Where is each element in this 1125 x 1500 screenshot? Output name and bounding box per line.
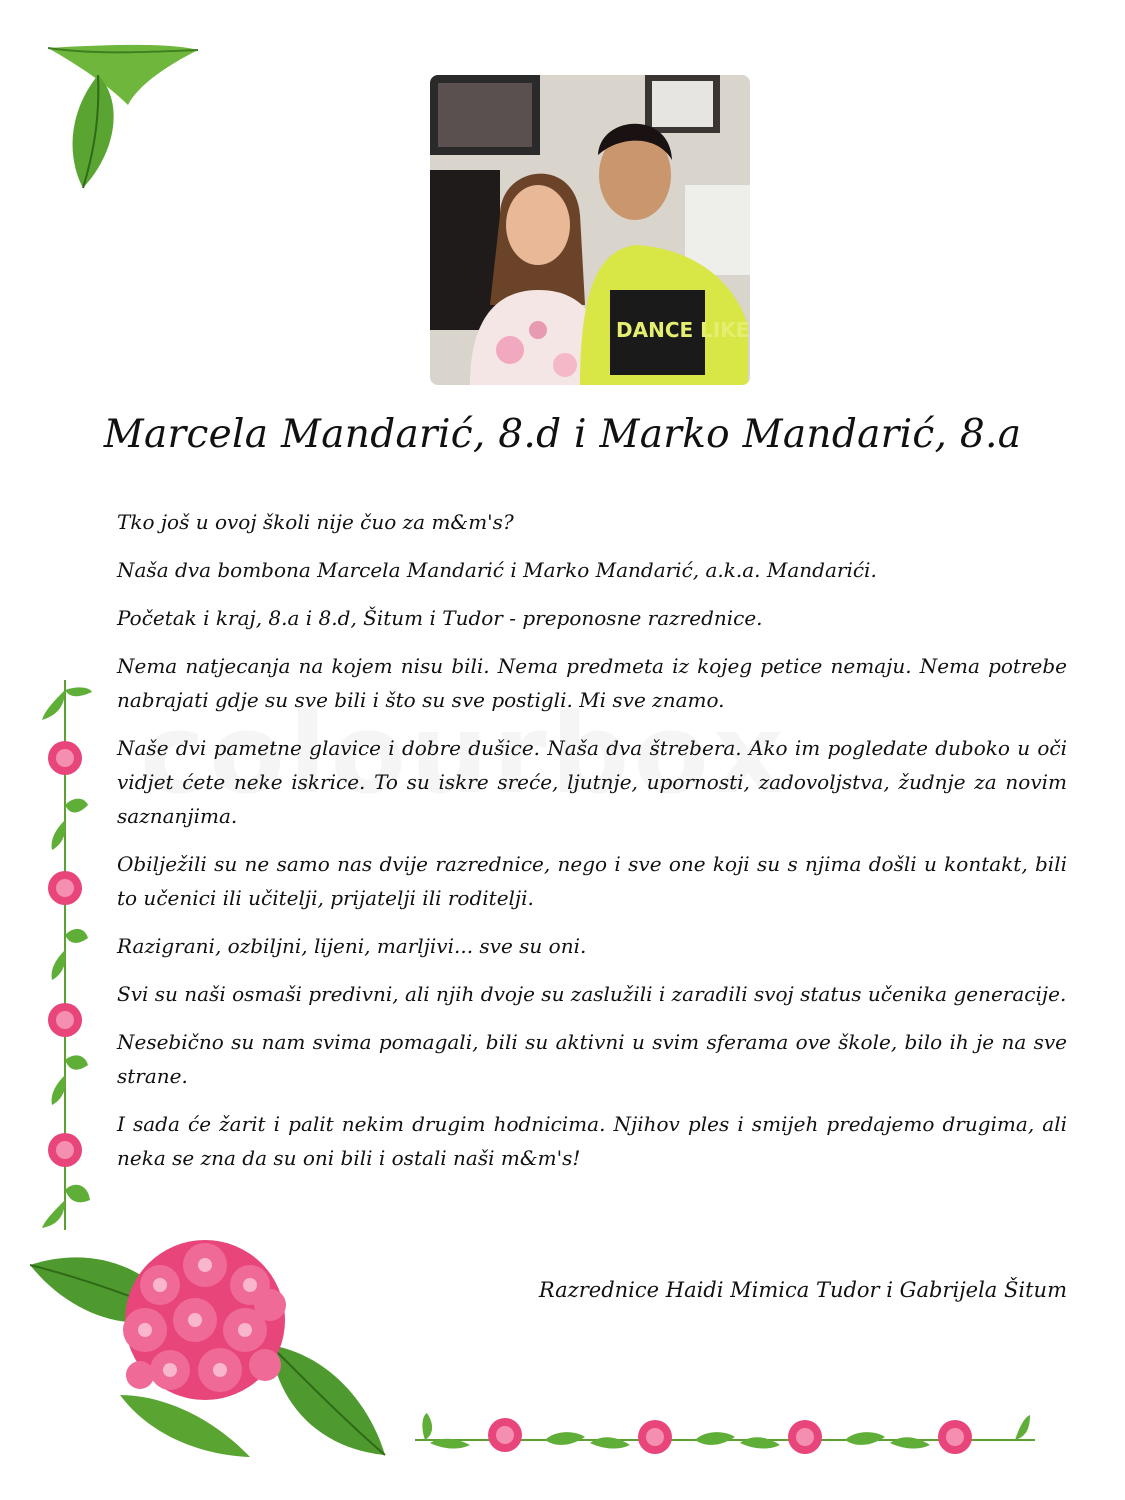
page-title: Marcela Mandarić, 8.d i Marko Mandarić, 8.a [103, 412, 1022, 457]
signature: Razrednice Haidi Mimica Tudor i Gabrijela Šitum [538, 1278, 1067, 1302]
paragraph: Nesebično su nam svima pomagali, bili su aktivni u svim sferama ove škole, bilo ih je na sve strane. [117, 1030, 1067, 1088]
paragraph: Početak i kraj, 8.a i 8.d, Šitum i Tudor - preponosne razrednice. [117, 606, 763, 630]
paragraph: Svi su naši osmaši predivni, ali njih dvoje su zaslužili i zaradili svoj status učenika generacije. [117, 982, 1067, 1006]
floral-border-bottom-icon [415, 1405, 1035, 1465]
paragraph: Nema natjecanja na kojem nisu bili. Nema predmeta iz kojeg petice nemaju. Nema potrebe nabrajati gdje su sve bili i što su sve postigli. Mi sve znamo. [117, 654, 1067, 712]
leaf-corner-icon [38, 40, 208, 195]
paragraph: Naše dvi pametne glavice i dobre dušice. Naša dva štrebera. Ako im pogledate duboko u oči vidjet ćete neke iskrice. To su iskre sreće, ljutnje, upornosti, zadovoljstva, žudnje za novim saznanjima. [117, 736, 1067, 828]
paragraph: Tko još u ovoj školi nije čuo za m&m's? [117, 510, 514, 534]
paragraph: I sada će žarit i palit nekim drugim hodnicima. Njihov ples i smijeh predajemo drugima, ali neka se zna da su oni bili i ostali naši m&m's! [117, 1112, 1067, 1170]
hydrangea-icon [30, 1225, 390, 1465]
paragraph: Naša dva bombona Marcela Mandarić i Marko Mandarić, a.k.a. Mandarići. [117, 558, 877, 582]
floral-border-left-icon [30, 680, 100, 1230]
paragraph: Razigrani, ozbiljni, lijeni, marljivi... sve su oni. [117, 934, 587, 958]
student-photo [430, 75, 750, 385]
tribute-text [117, 505, 1067, 1189]
shirt-print: DANCE LIKE [616, 318, 750, 342]
paragraph: Obilježili su ne samo nas dvije razrednice, nego i sve one koji su s njima došli u kontakt, bili to učenici ili učitelji, prijatelji ili roditelji. [117, 852, 1067, 910]
